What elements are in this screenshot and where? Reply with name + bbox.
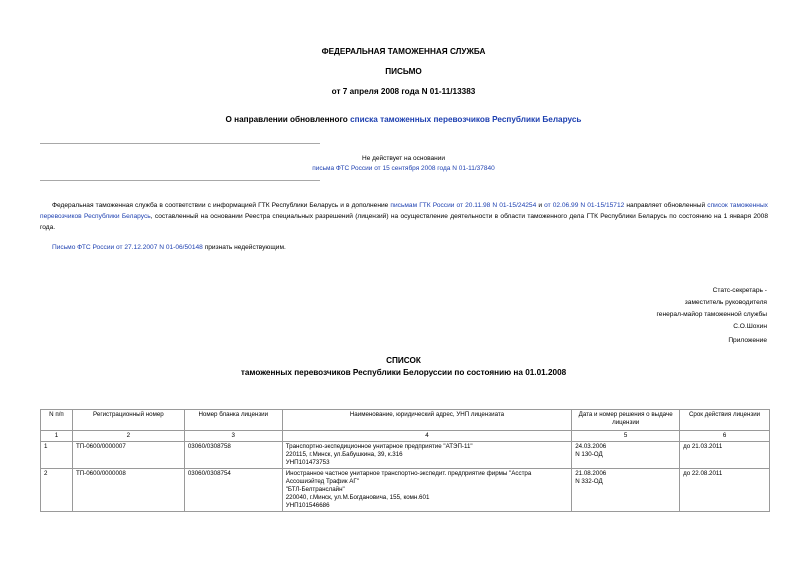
table-header-row [41,410,770,431]
signature-line-3: генерал-майор таможенной службы [656,311,767,318]
signature-block [657,285,767,333]
p1-text-4: , составленный на основании Реестра специальных разрешений (лицензий) на осуществление деятельности в области таможенного дела ГТК Республики Беларусь по состоянию на 1 января 2008 года. [40,213,768,231]
license-decision [572,469,680,512]
license-decision [572,442,680,469]
column-header: Дата и номер решения о выдаче лицензии [572,410,680,431]
registration-number: ТП-0600/0000007 [72,442,184,469]
table-column-numbers-row [41,431,770,442]
p1-text-1: Федеральная таможенная служба в соответствии с информацией ГТК Республики Беларусь и в дополнение [52,202,391,209]
notice-divider-bottom [40,180,320,181]
signature-name: С.О.Шохин [733,323,767,330]
carriers-table [40,409,770,512]
notice-text: Не действует на основании [362,155,445,162]
row-number: 2 [41,469,73,512]
license-term: до 21.03.2011 [680,442,770,469]
column-header: Срок действия лицензии [680,410,770,431]
subject-list-link[interactable]: списка таможенных перевозчиков Республики Беларусь [350,115,582,124]
document-date-number: от 7 апреля 2008 года N 01-11/13383 [331,87,476,96]
list-title: СПИСОК [386,356,421,365]
column-number: 1 [41,431,73,442]
licensee-line: УНП101546686 [285,502,330,509]
licensee-line: 220040, г.Минск, ул.М.Богдановича, 155, комн.601 [285,494,430,501]
column-header: Номер бланка лицензии [184,410,282,431]
license-term: до 22.08.2011 [680,469,770,512]
table-row [41,442,770,469]
column-header: N п/п [41,410,73,431]
p1-link-3[interactable]: список таможенных перевозчиков Республики Беларусь [40,202,768,220]
decision-line: 21.08.2006 [575,470,607,477]
licensee-line: Иностранное частное унитарное транспортно-экспедит. предприятие фирмы "Асстра [285,470,532,477]
p1-text-3: направляет обновленный [624,202,708,209]
decision-line: N 130-ОД [575,451,603,458]
p1-text-2: и [536,202,545,209]
notice-link[interactable]: письма ФТС России от 15 сентября 2008 года N 01-11/37840 [312,165,495,172]
list-subtitle: таможенных перевозчиков Республики Белоруссии по состоянию на 01.01.2008 [240,368,567,377]
licensee-line: Транспортно-экспедиционное унитарное предприятие "АТЭП-11" [285,443,473,450]
registration-number: ТП-0600/0000008 [72,469,184,512]
column-header: Регистрационный номер [72,410,184,431]
agency-title: ФЕДЕРАЛЬНАЯ ТАМОЖЕННАЯ СЛУЖБА [321,47,486,56]
column-number: 2 [72,431,184,442]
column-number: 6 [680,431,770,442]
signature-line-2: заместитель руководителя [684,299,767,306]
decision-line: 24.03.2006 [575,443,607,450]
p2-text: признать недействующим. [202,244,286,251]
decision-line: N 332-ОД [575,478,603,485]
p2-link[interactable]: Письмо ФТС России от 27.12.2007 N 01-06/50148 [52,244,203,251]
notice-link-line [0,165,807,174]
row-number: 1 [41,442,73,469]
licensee-details [282,469,572,512]
licensee-line: 220115, г.Минск, ул.Бабушкина, 39, к.316 [285,451,403,458]
licensee-details [282,442,572,469]
column-number: 4 [282,431,572,442]
notice-divider-top [40,143,320,144]
p1-link-2[interactable]: от 02.06.99 N 01-15/15712 [544,202,625,209]
document-subject [0,115,807,124]
p1-link-1[interactable]: письмам ГТК России от 20.11.98 N 01-15/24254 [390,202,537,209]
signature-line-1: Статс-секретарь - [712,287,767,294]
document-type: ПИСЬМО [385,67,422,76]
subject-prefix: О направлении обновленного [225,115,351,124]
appendix-label: Приложение [728,337,767,344]
licensee-line: Ассошиэйтед Трафик АГ" [285,478,359,485]
table-row [41,469,770,512]
license-blank-number: 03060/0308754 [184,469,282,512]
column-number: 3 [184,431,282,442]
body-paragraph-1 [40,200,768,233]
license-blank-number: 03060/0308758 [184,442,282,469]
column-number: 5 [572,431,680,442]
licensee-line: УНП101473753 [285,459,330,466]
body-paragraph-2 [52,242,752,253]
column-header: Наименование, юридический адрес, УНП лицензиата [282,410,572,431]
licensee-line: "БТЛ-Белтранслайн" [285,486,345,493]
